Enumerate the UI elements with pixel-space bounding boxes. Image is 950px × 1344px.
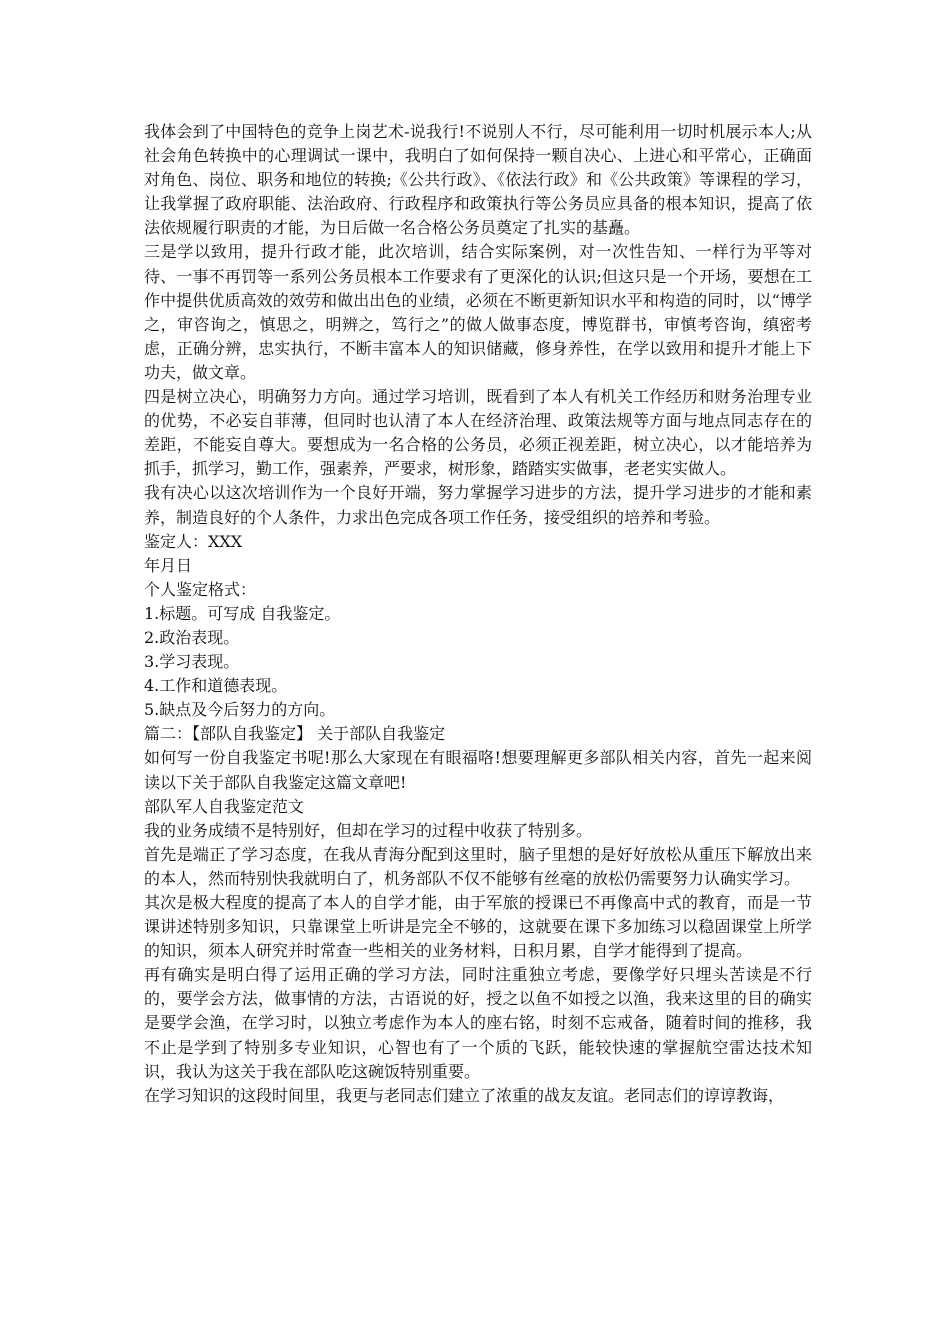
paragraph: 其次是极大程度的提高了本人的自学才能，由于军旅的授课已不再像高中式的教育，而是一节课讲述特别多知识，只靠课堂上听讲是完全不够的，这就要在课下多加练习以稳固课堂上所学的知识，须本人研究并时常查一些相关的业务材料，日积月累，自学才能得到了提高。	[144, 893, 812, 961]
format-item: 5.缺点及今后努力的方向。	[144, 700, 336, 720]
paragraph: 我的业务成绩不是特别好，但却在学习的过程中收获了特别多。	[144, 820, 593, 840]
format-item: 2.政治表现。	[144, 627, 240, 647]
paragraph: 在学习知识的这段时间里，我更与老同志们建立了浓重的战友友谊。老同志们的谆谆教诲，	[144, 1085, 785, 1105]
paragraph: 四是树立决心，明确努力方向。通过学习培训，既看到了本人有机关工作经历和财务治理专业的优势，不必妄自菲薄，但同时也认清了本人在经济治理、政策法规等方面与地点同志存在的差距，不能妄自尊大。要想成为一名合格的公务员，必须正视差距，树立决心，以才能培养为抓手，抓学习，勤工作，强素养，严要求，树形象，踏踏实实做事，老老实实做人。	[144, 387, 812, 479]
subsection-title: 部队军人自我鉴定范文	[144, 796, 305, 816]
format-heading: 个人鉴定格式：	[144, 579, 257, 599]
paragraph: 首先是端正了学习态度，在我从青海分配到这里时，脑子里想的是好好放松从重压下解放出来的本人，然而特别快我就明白了，机务部队不仅不能够有丝毫的放松仍需要努力认确实学习。	[144, 844, 812, 888]
document-body	[144, 120, 812, 1108]
paragraph: 我体会到了中国特色的竞争上岗艺术-说我行!不说别人不行，尽可能利用一切时机展示本人;从社会角色转换中的心理调试一课中，我明白了如何保持一颗自决心、上进心和平常心，正确面对角色、岗位、职务和地位的转换;《公共行政》、《依法行政》和《公共政策》等课程的学习，让我掌握了政府职能、法治政府、行政程序和政策执行等公务员应具备的根本知识，提高了依法依规履行职责的才能，为日后做一名合格公务员奠定了扎实的基矗。	[144, 122, 812, 238]
format-item: 1.标题。可写成 自我鉴定。	[144, 603, 341, 623]
format-item: 4.工作和道德表现。	[144, 676, 288, 696]
paragraph: 再有确实是明白得了运用正确的学习方法，同时注重独立考虑，要像学好只埋头苦读是不行的，要学会方法，做事情的方法，古语说的好，授之以鱼不如授之以渔，我来这里的目的确实是要学会渔，在学习时，以独立考虑作为本人的座右铭，时刻不忘戒备，随着时间的推移，我不止是学到了特别多专业知识，心智也有了一个质的飞跃，能较快速的掌握航空雷达技术知识，我认为这关于我在部队吃这碗饭特别重要。	[144, 965, 812, 1081]
section-heading: 篇二：【部队自我鉴定】 关于部队自我鉴定	[144, 724, 446, 744]
format-item: 3.学习表现。	[144, 652, 240, 672]
paragraph: 三是学以致用，提升行政才能，此次培训，结合实际案例，对一次性告知、一样行为平等对待、一事不再罚等一系列公务员根本工作要求有了更深化的认识;但这只是一个开场，要想在工作中提供优质高效的效劳和做出出色的业绩，必须在不断更新知识水平和构造的同时，以“博学之，审咨询之，慎思之，明辨之，笃行之”的做人做事态度，博览群书，审慎考咨询，缜密考虑，正确分辨，忠实执行，不断丰富本人的知识储藏，修身养性，在学以致用和提升才能上下功夫，做文章。	[144, 242, 812, 382]
signature-line: 鉴定人：XXX	[144, 531, 243, 551]
paragraph: 我有决心以这次培训作为一个良好开端，努力掌握学习进步的方法，提升学习进步的才能和素养，制造良好的个人条件，力求出色完成各项工作任务，接受组织的培养和考验。	[144, 483, 812, 527]
date-line: 年月日	[144, 555, 193, 575]
paragraph: 如何写一份自我鉴定书呢!那么大家现在有眼福咯!想要理解更多部队相关内容，首先一起来阅读以下关于部队自我鉴定这篇文章吧!	[144, 748, 812, 792]
